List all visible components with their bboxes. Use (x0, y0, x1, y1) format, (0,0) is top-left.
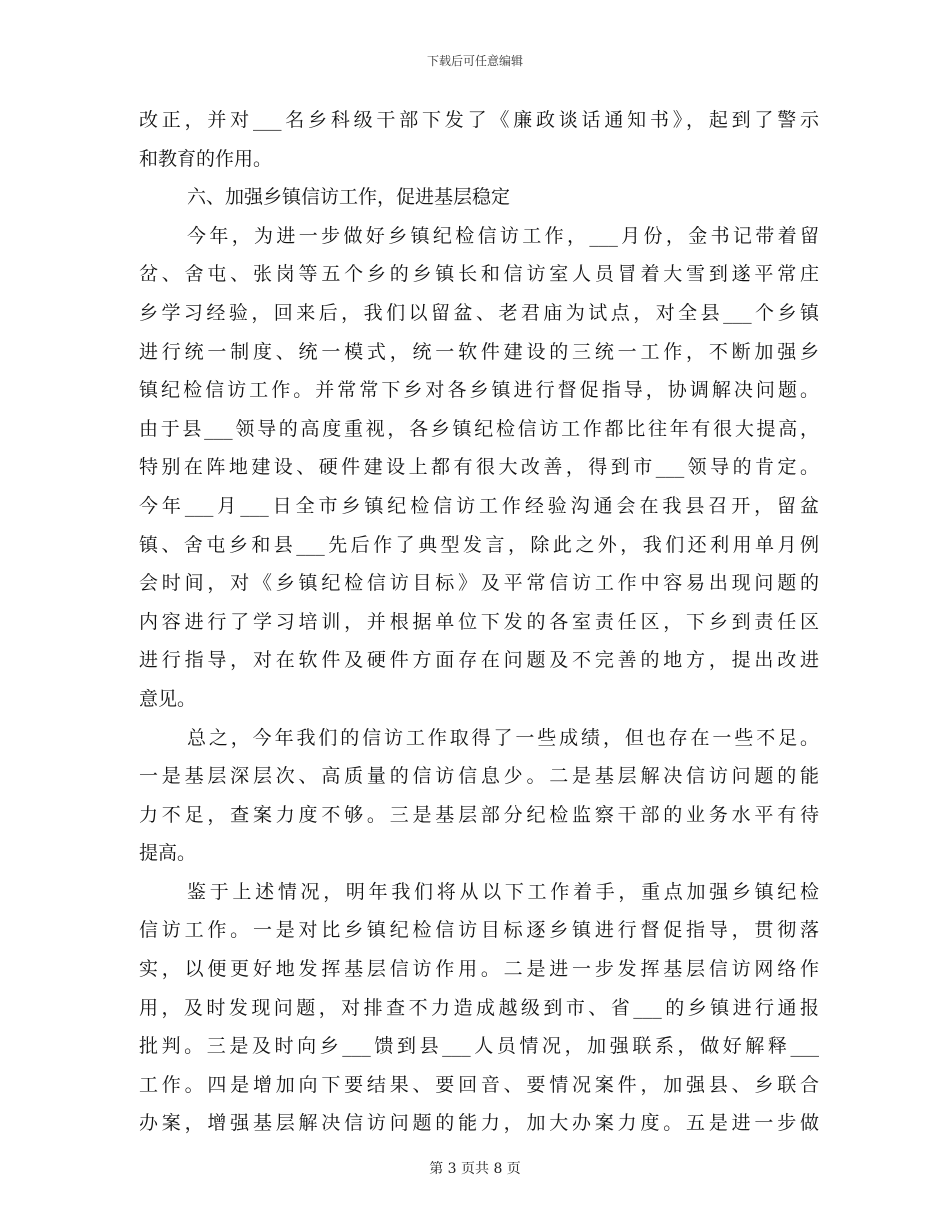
text-line: 进行统一制度、统一模式，统一软件建设的三统一工作，不断加强乡 (139, 340, 819, 363)
text-line: 岔、舍屯、张岗等五个乡的乡镇长和信访室人员冒着大雪到遂平常庄 (139, 263, 819, 286)
text-line: 批判。三是及时向乡___馈到县___人员情况，加强联系，做好解释___ (139, 1035, 819, 1058)
text-line: 六、加强乡镇信访工作，促进基层稳定 (187, 186, 511, 209)
text-line: 意见。 (139, 687, 197, 710)
document-body (139, 101, 819, 1143)
text-line: 改正，并对___名乡科级干部下发了《廉政谈话通知书》，起到了警示 (139, 109, 819, 131)
text-line: 乡学习经验，回来后，我们以留盆、老君庙为试点，对全县___个乡镇 (139, 301, 819, 324)
text-line: 信访工作。一是对比乡镇纪检信访目标逐乡镇进行督促指导，贯彻落 (139, 919, 819, 942)
text-line: 一是基层深层次、高质量的信访信息少。二是基层解决信访问题的能 (139, 765, 819, 788)
text-line: 工作。四是增加向下要结果、要回音、要情况案件，加强县、乡联合 (139, 1073, 819, 1096)
text-line: 会时间，对《乡镇纪检信访目标》及平常信访工作中容易出现问题的 (139, 572, 819, 595)
text-line: 和教育的作用。 (139, 147, 273, 170)
text-line: 办案，增强基层解决信访问题的能力，加大办案力度。五是进一步做 (139, 1112, 819, 1135)
text-line: 实，以便更好地发挥基层信访作用。二是进一步发挥基层信访网络作 (139, 958, 819, 981)
text-line: 由于县___领导的高度重视，各乡镇纪检信访工作都比往年有很大提高， (139, 417, 819, 440)
text-line: 力不足，查案力度不够。三是基层部分纪检监察干部的业务水平有待 (139, 803, 819, 826)
text-line: 总之，今年我们的信访工作取得了一些成绩，但也存在一些不足。 (187, 726, 819, 749)
text-line: 镇、舍屯乡和县___先后作了典型发言，除此之外，我们还利用单月例 (139, 533, 819, 556)
text-line: 内容进行了学习培训，并根据单位下发的各室责任区，下乡到责任区 (139, 610, 819, 633)
text-line: 今年，为进一步做好乡镇纪检信访工作，___月份，金书记带着留 (187, 224, 819, 247)
text-line: 镇纪检信访工作。并常常下乡对各乡镇进行督促指导，协调解决问题。 (139, 379, 819, 402)
page-footer: 第 3 页共 8 页 (429, 1161, 521, 1177)
text-line: 用，及时发现问题，对排查不力造成越级到市、省___的乡镇进行通报 (139, 996, 819, 1019)
text-line: 鉴于上述情况，明年我们将从以下工作着手，重点加强乡镇纪检 (187, 880, 819, 903)
page-header: 下载后可任意编辑 (426, 54, 523, 68)
text-line: 提高。 (139, 842, 197, 865)
text-line: 今年___月___日全市乡镇纪检信访工作经验沟通会在我县召开，留盆 (139, 494, 819, 517)
text-line: 进行指导，对在软件及硬件方面存在问题及不完善的地方，提出改进 (139, 649, 819, 672)
text-line: 特别在阵地建设、硬件建设上都有很大改善，得到市___领导的肯定。 (139, 456, 819, 479)
